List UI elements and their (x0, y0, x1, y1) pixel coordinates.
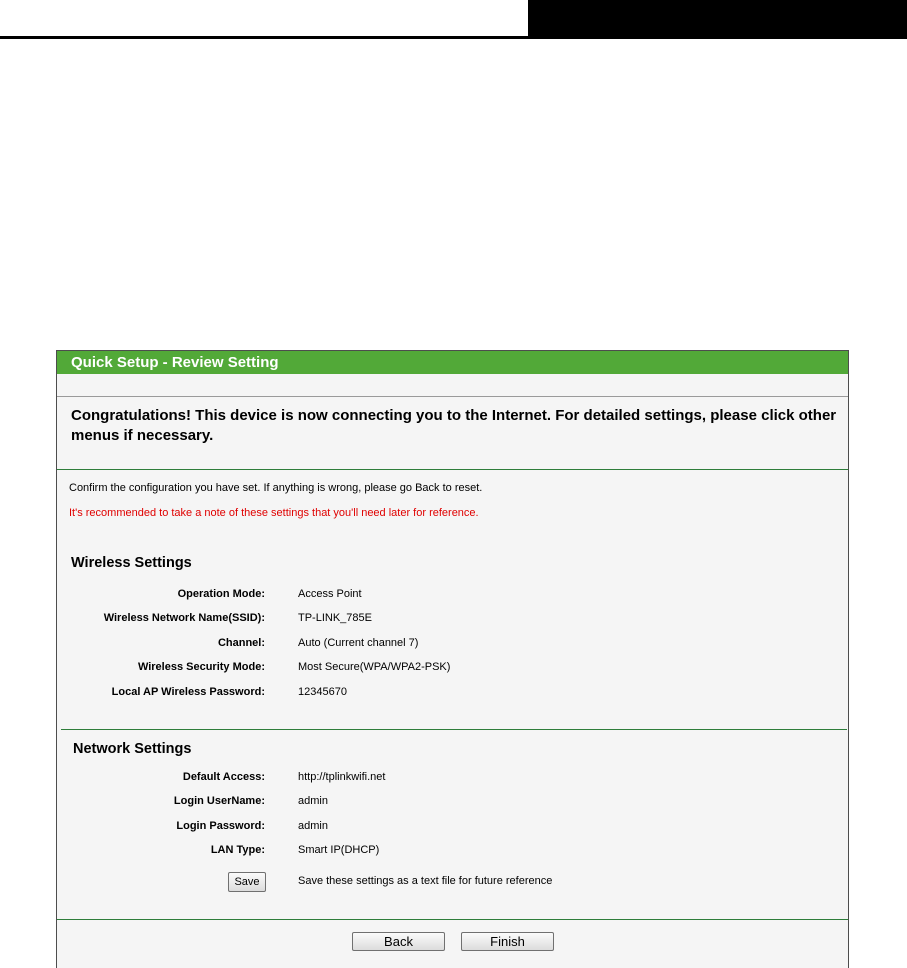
row-ssid (57, 610, 848, 626)
save-button[interactable]: Save (228, 872, 266, 892)
quick-setup-review-panel (56, 350, 849, 968)
page-top-banner (528, 0, 907, 39)
default-access-label: Default Access: (182, 771, 265, 783)
wireless-password-value: 12345670 (298, 686, 347, 698)
row-login-username (57, 793, 848, 809)
divider (57, 919, 848, 920)
wireless-settings-title: Wireless Settings (71, 555, 192, 571)
finish-button[interactable]: Finish (461, 932, 554, 951)
login-username-label: Login UserName: (173, 795, 265, 807)
login-password-label: Login Password: (176, 820, 265, 832)
divider (57, 469, 848, 470)
wireless-password-label: Local AP Wireless Password: (111, 686, 265, 698)
security-mode-value: Most Secure(WPA/WPA2-PSK) (298, 661, 451, 673)
row-channel (57, 635, 848, 651)
channel-value: Auto (Current channel 7) (298, 637, 419, 649)
lan-type-value: Smart IP(DHCP) (298, 844, 380, 856)
row-login-password (57, 818, 848, 834)
panel-title: Quick Setup - Review Setting (57, 351, 848, 374)
row-operation-mode (57, 586, 848, 602)
operation-mode-value: Access Point (298, 588, 362, 600)
save-note: Save these settings as a text file for future reference (298, 875, 553, 887)
ssid-value: TP-LINK_785E (298, 612, 372, 624)
lan-type-label: LAN Type: (210, 844, 265, 856)
operation-mode-label: Operation Mode: (177, 588, 265, 600)
back-button[interactable]: Back (352, 932, 445, 951)
channel-label: Channel: (217, 637, 265, 649)
ssid-label: Wireless Network Name(SSID): (103, 612, 265, 624)
login-password-value: admin (298, 820, 328, 832)
network-settings-title: Network Settings (73, 741, 192, 757)
congratulations-message: Congratulations! This device is now connecting you to the Internet. For detailed settings, please click other menus if necessary. (71, 407, 837, 444)
page-top-rule (0, 36, 528, 39)
default-access-value: http://tplinkwifi.net (298, 771, 386, 783)
row-lan-type (57, 842, 848, 858)
row-default-access (57, 769, 848, 785)
login-username-value: admin (298, 795, 328, 807)
security-mode-label: Wireless Security Mode: (137, 661, 265, 673)
divider (57, 396, 848, 397)
recommend-note: It's recommended to take a note of these settings that you'll need later for reference. (69, 507, 479, 519)
divider (61, 729, 847, 730)
confirm-note: Confirm the configuration you have set. If anything is wrong, please go Back to reset. (69, 482, 483, 494)
row-wireless-password (57, 684, 848, 700)
row-security-mode (57, 659, 848, 675)
